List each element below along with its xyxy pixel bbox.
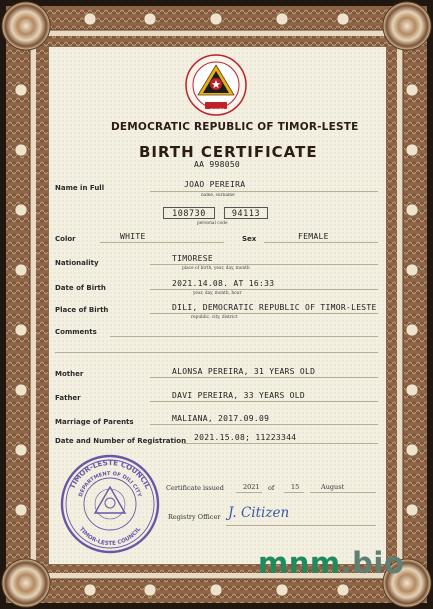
stamp-ring-bottom-text: TIMOR-LESTE COUNCIL xyxy=(77,526,143,548)
emblem-banner-text: RDTL xyxy=(210,108,226,114)
nationality-underline xyxy=(150,264,378,265)
watermark-logo xyxy=(258,546,404,580)
issued-day: 15 xyxy=(291,483,300,491)
father-value: DAVI PEREIRA, 33 YEARS OLD xyxy=(172,391,306,400)
comments-label: Comments xyxy=(55,328,97,336)
official-stamp-icon xyxy=(59,453,161,555)
marriage-label: Marriage of Parents xyxy=(55,418,134,426)
name-hint: name, surname xyxy=(201,193,235,198)
certificate-number: AA 998050 xyxy=(194,160,241,169)
svg-text:DEPARTMENT OF DILI CITY xyxy=(78,471,142,498)
registration-label: Date and Number of Registration xyxy=(55,437,187,445)
father-label: Father xyxy=(55,394,81,402)
signature-underline xyxy=(226,525,376,526)
mother-label: Mother xyxy=(55,370,84,378)
color-value: WHITE xyxy=(120,232,146,241)
name-value: JOAO PEREIRA xyxy=(184,180,246,189)
nationality-label: Nationality xyxy=(55,259,99,267)
sex-underline xyxy=(264,242,378,243)
issued-of: of xyxy=(268,484,275,492)
nationality-hint: place of birth, year, day, month xyxy=(182,266,250,271)
pob-underline xyxy=(150,313,378,314)
registration-underline xyxy=(182,443,378,444)
dob-hint: year, day, month, hour xyxy=(193,291,242,296)
color-label: Color xyxy=(55,235,76,243)
nationality-value: TIMORESE xyxy=(172,254,213,263)
pob-hint: republic, city, district xyxy=(191,315,238,320)
pob-value: DILI, DEMOCRATIC REPUBLIC OF TIMOR-LESTE xyxy=(172,303,377,312)
svg-text:TIMOR-LESTE COUNCIL xyxy=(78,526,143,547)
watermark-part-2: .bio xyxy=(340,546,405,580)
watermark-part-1: mnm xyxy=(258,546,341,580)
name-label: Name in Full xyxy=(55,184,105,192)
color-underline xyxy=(100,242,224,243)
registry-officer-label: Registry Officer xyxy=(168,513,221,521)
personal-code-hint: personal code xyxy=(197,221,228,226)
issued-day-underline xyxy=(284,492,304,493)
father-underline xyxy=(150,401,378,402)
personal-code-box-1: 108730 xyxy=(163,207,215,219)
registry-officer-signature: J. Citizen xyxy=(228,505,290,521)
sex-value: FEMALE xyxy=(298,232,329,241)
issued-year-underline xyxy=(236,492,262,493)
marriage-underline xyxy=(150,424,378,425)
issued-month: August xyxy=(321,483,345,491)
marriage-value: MALIANA, 2017.09.09 xyxy=(172,414,270,423)
country-heading: DEMOCRATIC REPUBLIC OF TIMOR-LESTE xyxy=(111,121,359,133)
stamp-ring-inner-text: DEPARTMENT OF DILI CITY xyxy=(77,470,143,498)
stamp-ring-top-text: TIMOR-LESTE COUNCIL xyxy=(67,457,153,491)
dob-value: 2021.14.08. AT 16:33 xyxy=(172,279,275,288)
registration-value: 2021.15.08; 11223344 xyxy=(194,433,297,442)
pob-label: Place of Birth xyxy=(55,306,109,314)
page-title: BIRTH CERTIFICATE xyxy=(139,143,318,161)
name-underline xyxy=(150,191,378,192)
dob-underline xyxy=(150,289,378,290)
personal-code-box-2: 94113 xyxy=(224,207,268,219)
mother-value: ALONSA PEREIRA, 31 YEARS OLD xyxy=(172,367,316,376)
comments-line-1 xyxy=(110,336,378,337)
issued-label: Certificate issued xyxy=(166,484,224,492)
dob-label: Date of Birth xyxy=(55,284,106,292)
issued-month-underline xyxy=(310,492,376,493)
issued-year: 2021 xyxy=(243,483,260,491)
mother-underline xyxy=(150,377,378,378)
sex-label: Sex xyxy=(242,235,257,243)
comments-line-2 xyxy=(55,352,378,353)
